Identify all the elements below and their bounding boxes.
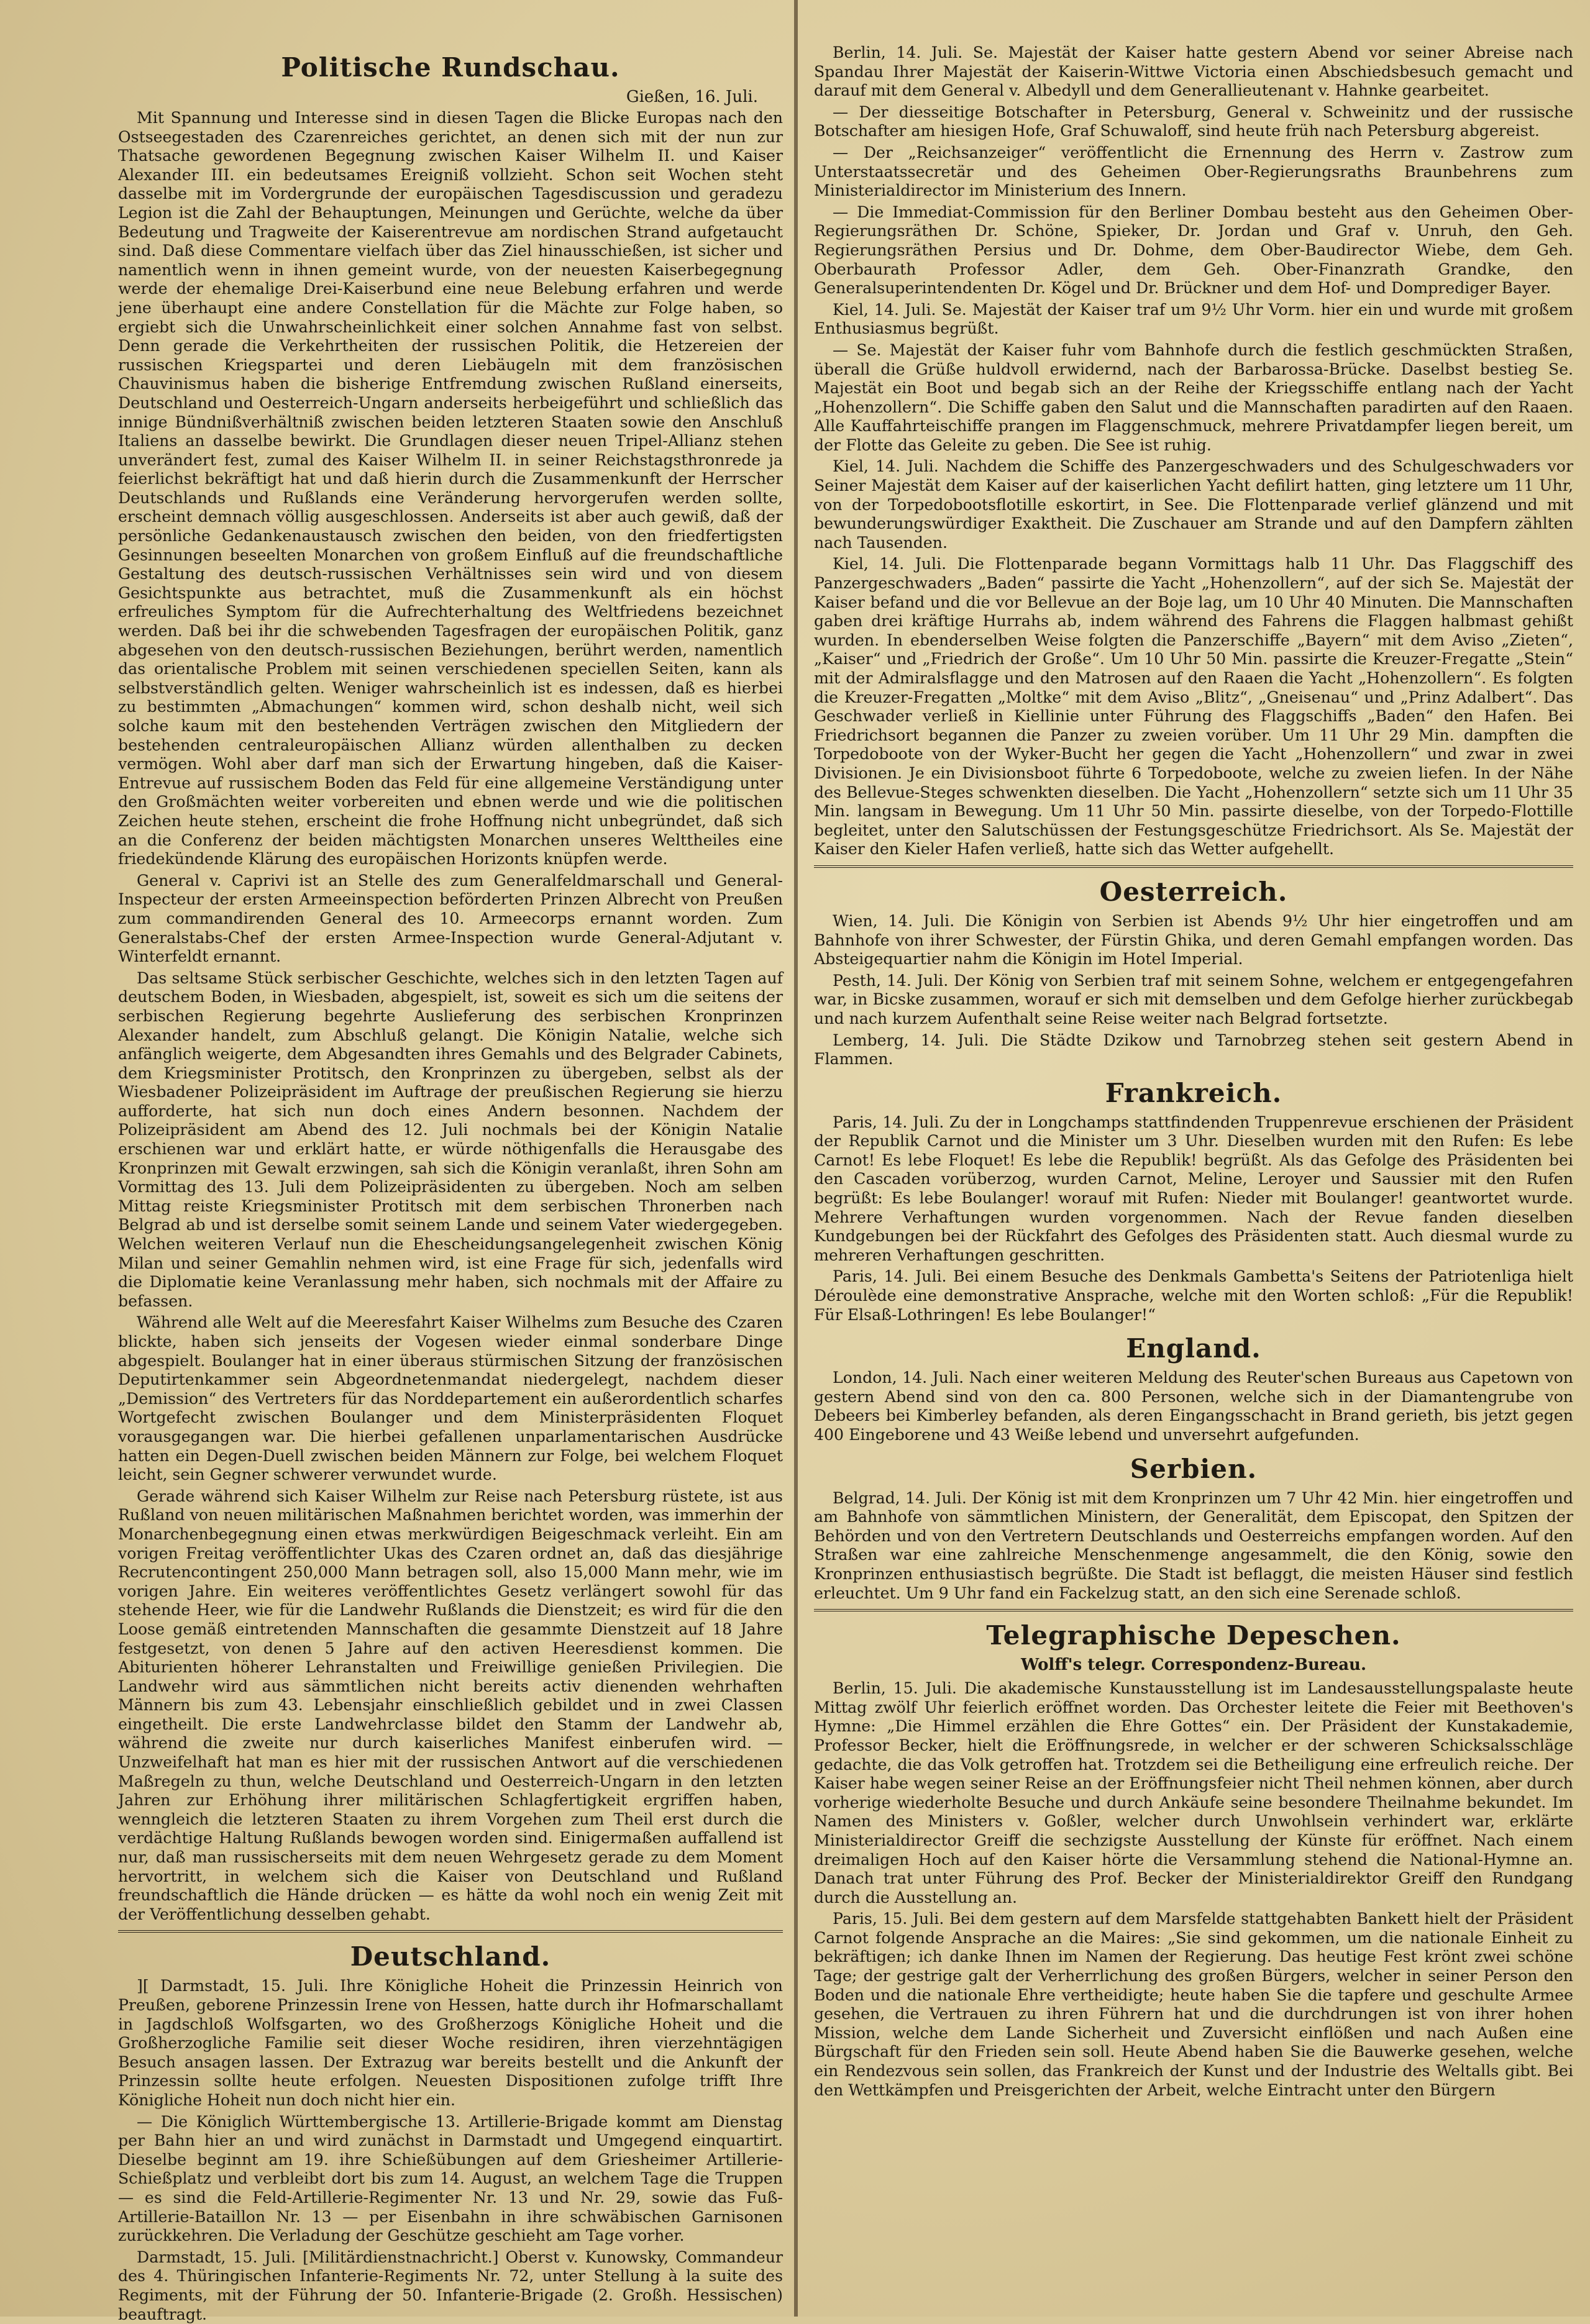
article-paragraph: Paris, 15. Juli. Bei dem gestern auf dem Marsfelde stattgehabten Bankett hielt der Präsident Carnot folgende Ansprache an die Maires: „Sie sind gekommen, um die nationale Einheit zu bekräftigen; ich danke Ihnen im Namen der Regierung. Das heutige Fest krönt zwei schöne Tage; der gestrige galt der Verherrlichung des großen Bürgers, welcher in seiner Person den Boden und die nationale Ehre vertheidigte; heute haben Sie die tapfere und geschulte Armee gesehen, die Vertrauen zu ihren Führern hat und die durchdrungen ist von ihrer hohen Mission, welche dem Lande Sicherheit und Zuversicht einflößen und nach Außen eine Bürgschaft für den Frieden sein soll. Heute Abend haben Sie die Bauwerke gesehen, welche ein Rendezvous sein sollen, das Frankreich der Kunst und der Industrie des Weltalls gibt. Bei den Wettkämpfen und Preisgerichten der Arbeit, welche Eintracht unter den Bürgern <box>814 1910 1573 2099</box>
section-title-serbien: Serbien. <box>1130 1453 1258 1484</box>
section-subtitle: Wolff's telegr. Correspondenz-Bureau. <box>1021 1656 1366 1675</box>
section-title-england: England. <box>1126 1333 1261 1364</box>
article-paragraph: Kiel, 14. Juli. Se. Majestät der Kaiser traf um 9½ Uhr Vorm. hier ein und wurde mit großem Enthusiasmus begrüßt. <box>814 300 1573 338</box>
article-paragraph: — Der diesseitige Botschafter in Petersburg, General v. Schweinitz und der russische Botschafter am hiesigen Hofe, Graf Schuwaloff, sind heute früh nach Petersburg abgereist. <box>814 103 1573 140</box>
article-paragraph: — Der „Reichsanzeiger“ veröffentlicht die Ernennung des Herrn v. Zastrow zum Unterstaatssecretär und des Geheimen Ober-Regierungsraths Braunbehrens zum Ministerialdirector im Ministerium des Innern. <box>814 143 1573 200</box>
article-paragraph: Darmstadt, 15. Juli. [Militärdienstnachricht.] Oberst v. Kunowsky, Commandeur des 4. Thüringischen Infanterie-Regiments Nr. 72, unter Stellung à la suite des Regiments, mit der Führung der 50. Infanterie-Brigade (2. Großh. Hessischen) beauftragt. <box>118 2248 783 2323</box>
article-paragraph: Gerade während sich Kaiser Wilhelm zur Reise nach Petersburg rüstete, ist aus Rußland von neuen militärischen Maßnahmen berichtet worden, was immerhin der Monarchenbegegnung einen etwas merkwürdigen Beigeschmack verleiht. Ein am vorigen Freitag veröffentlichter Ukas des Czaren ordnet an, daß das diesjährige Recrutencontingent 250,000 Mann betragen soll, also 15,000 Mann mehr, wie im vorigen Jahre. Ein weiteres veröffentlichtes Gesetz verlängert sowohl für das stehende Heer, wie für die Landwehr Rußlands die Dienstzeit; es wird für die den Loose gemäß eintretenden Mannschaften die gesammte Dienstzeit auf 18 Jahre festgesetzt, von denen 5 Jahre auf den activen Heeresdienst kommen. Die Abiturienten höherer Lehranstalten und Freiwillige genießen Privilegien. Die Landwehr wird aus sämmtlichen nicht bereits activ dienenden wehrhaften Männern bis zum 43. Lebensjahr einschließlich gebildet und in zwei Classen eingetheilt. Die erste Landwehrclasse bildet den Stamm der Landwehr ab, während die zweite nur durch kaiserliches Manifest einberufen wird. — Unzweifelhaft hat man es hier mit der russischen Antwort auf die verschiedenen Maßregeln zu thun, welche Deutschland und Oesterreich-Ungarn in den letzten Jahren zur Erhöhung ihrer militärischen Schlagfertigkeit ergriffen haben, wenngleich die letzteren Staaten zu ihrem Vorgehen zum Theil erst durch die verdächtige Haltung Rußlands bewogen worden sind. Einigermaßen auffallend ist nur, daß man russischerseits mit dem neuen Wehrgesetz gerade zu dem Moment hervortritt, in welchem sich die Kaiser von Deutschland und Rußland freundschaftlich die Hände drücken — es hätte da wohl noch ein wenig Zeit mit der Veröffentlichung desselben gehabt. <box>118 1487 783 1923</box>
article-paragraph: ][ Darmstadt, 15. Juli. Ihre Königliche Hoheit die Prinzessin Heinrich von Preußen, geborene Prinzessin Irene von Hessen, hatte durch ihr Hofmarschallamt in Jagdschloß Wolfsgarten, wo des Großherzogs Königliche Hoheit und die Großherzogliche Familie seit dieser Woche residiren, ihren vierzehntägigen Besuch ansagen lassen. Der Extrazug war bereits bestellt und die Ankunft der Prinzessin sollte heute erfolgen. Neuesten Dispositionen zufolge trifft Ihre Königliche Hoheit nun doch nicht hier ein. <box>118 1977 783 2109</box>
article-paragraph: Berlin, 14. Juli. Se. Majestät der Kaiser hatte gestern Abend vor seiner Abreise nach Spandau Ihrer Majestät der Kaiserin-Wittwe Victoria einen Abschiedsbesuch gemacht und darauf mit dem General v. Albedyll und dem Generallieutenant v. Hahnke gearbeitet. <box>814 43 1573 100</box>
section-divider <box>118 1930 783 1933</box>
dateline: Gießen, 16. Juli. <box>626 88 758 106</box>
article-paragraph: Pesth, 14. Juli. Der König von Serbien traf mit seinem Sohne, welchem er entgegengefahren war, in Bicske zusammen, worauf er sich mit demselben und dem Gefolge hierher zurückbegab und nach kurzem Aufenthalt seine Reise weiter nach Belgrad fortsetzte. <box>814 971 1573 1028</box>
section-divider <box>814 865 1573 868</box>
article-paragraph: Kiel, 14. Juli. Nachdem die Schiffe des Panzergeschwaders und des Schulgeschwaders vor Seiner Majestät dem Kaiser auf der kaiserlichen Yacht defilirt hatten, ging letztere um 11 Uhr, von der Torpedobootsflotille eskortirt, in See. Die Flottenparade verlief glänzend und mit bewunderungswürdiger Exaktheit. Die Zuschauer am Strande und auf den Dampfern zählten nach Tausenden. <box>814 457 1573 552</box>
section-title-rundschau: Politische Rundschau. <box>281 52 620 83</box>
article-paragraph: — Die Immediat-Commission für den Berliner Dombau besteht aus den Geheimen Ober-Regierungsräthen Dr. Schöne, Spieker, Dr. Jordan und Graf v. Unruh, den Geh. Regierungsräthen Persius und Dr. Dohme, dem Ober-Baudirector Wiebe, dem Geh. Oberbaurath Professor Adler, dem Geh. Ober-Finanzrath Grandke, den Generalsuperintendenten Dr. Kögel und Dr. Brückner und dem Hof- und Domprediger Bayer. <box>814 203 1573 298</box>
article-paragraph: — Se. Majestät der Kaiser fuhr vom Bahnhofe durch die festlich geschmückten Straßen, überall die Grüße huldvoll erwidernd, nach der Barbarossa-Brücke. Daselbst bestieg Se. Majestät ein Boot und begab sich an der Reihe der Kriegsschiffe entlang nach der Yacht „Hohenzollern“. Die Schiffe gaben den Salut und die Mannschaften paradirten auf den Raaen. Alle Kauffahrteischiffe prangen im Flaggenschmuck, mehrere Privatdampfer liegen bereit, um der Flotte das Geleite zu geben. Die See ist ruhig. <box>814 340 1573 454</box>
article-paragraph: Wien, 14. Juli. Die Königin von Serbien ist Abends 9½ Uhr hier eingetroffen und am Bahnhofe von ihrer Schwester, der Fürstin Ghika, und deren Gemahl empfangen worden. Das Absteigequartier nahm die Königin im Hotel Imperial. <box>814 911 1573 968</box>
article-paragraph: Lemberg, 14. Juli. Die Städte Dzikow und Tarnobrzeg stehen seit gestern Abend in Flammen. <box>814 1031 1573 1069</box>
article-paragraph: Mit Spannung und Interesse sind in diesen Tagen die Blicke Europas nach den Ostseegestaden des Czarenreiches gerichtet, an denen sich mit der nun zur Thatsache gewordenen Begegnung zwischen Kaiser Wilhelm II. und Kaiser Alexander III. ein bedeutsames Ereigniß vollzieht. Schon seit Wochen steht dasselbe mit im Vordergrunde der europäischen Tagesdiscussion und geradezu Legion ist die Zahl der Behauptungen, Meinungen und Gerüchte, welche da über Bedeutung und Tragweite der Kaiserentrevue am nordischen Strand aufgetaucht sind. Daß diese Commentare vielfach über das Ziel hinausschießen, ist sicher und namentlich wenn in ihnen gemeint wurde, von der neuesten Kaiserbegegnung werde der ehemalige Drei-Kaiserbund eine neue Belebung erfahren und werde jene überhaupt eine andere Constellation für die Mächte zur Folge haben, so ergiebt sich die Unwahrscheinlichkeit einer solchen Annahme fast von selbst. Denn gerade die Verkehrtheiten der russischen Politik, die Hetzereien der russischen Kriegspartei und deren Liebäugeln mit dem französischen Chauvinismus haben die bisherige Entfremdung zwischen Rußland einerseits, Deutschland und Oesterreich-Ungarn anderseits herbeigeführt und schließlich das innige Bündnißverhältniß zwischen beiden letzteren Staaten sowie den Anschluß Italiens an dasselbe bewirkt. Die Grundlagen dieser neuen Tripel-Allianz stehen unverändert fest, zumal des Kaiser Wilhelm II. in seiner Reichstagsthronrede ja feierlichst bekräftigt hat und daß hierin durch die Zusammenkunft der Herrscher Deutschlands und Rußlands eine Veränderung hervorgerufen werden sollte, erscheint demnach völlig ausgeschlossen. Anderseits ist aber auch gewiß, daß der persönliche Gedankenaustausch zwischen den beiden, von den friedfertigsten Gesinnungen beseelten Monarchen von großem Einfluß auf die freundschaftliche Gestaltung des deutsch-russischen Verhältnisses sein wird und von diesem Gesichtspunkte aus betrachtet, muß die Zusammenkunft als ein höchst erfreuliches Symptom für die Aufrechterhaltung des Weltfriedens bezeichnet werden. Daß bei ihr die schwebenden Tagesfragen der europäischen Politik, ganz abgesehen von den deutsch-russischen Beziehungen, berührt werden, namentlich das orientalische Problem mit seinen verschiedenen speciellen Seiten, kann als selbstverständlich gelten. Weniger wahrscheinlich ist es indessen, daß es hierbei zu bestimmten „Abmachungen“ kommen wird, schon deshalb nicht, weil sich solche kaum mit den bestehenden Verträgen zwischen den Mitgliedern der bestehenden centraleuropäischen Allianz würden allenthalben zu decken vermögen. Wohl aber darf man sich der Erwartung hingeben, daß die Kaiser-Entrevue auf russischem Boden das Feld für eine allgemeine Verständigung unter den Großmächten weiter vorbereiten und ebnen werde und wie die politischen Zeichen heute stehen, erscheint die frohe Hoffnung nicht unbegründet, daß sich an die Conferenz der beiden mächtigsten Monarchen unseres Welttheiles eine friedekündende Klärung des europäischen Horizonts knüpfen werde. <box>118 109 783 868</box>
section-title-frankreich: Frankreich. <box>1105 1077 1282 1108</box>
left-column <box>118 43 783 2323</box>
section-title-deutschland: Deutschland. <box>350 1941 551 1972</box>
article-paragraph: Während alle Welt auf die Meeresfahrt Kaiser Wilhelms zum Besuche des Czaren blickte, haben sich jenseits der Vogesen wieder einmal sonderbare Dinge abgespielt. Boulanger hat in einer überaus stürmischen Sitzung der französischen Deputirtenkammer sein Abgeordnetenmandat niedergelegt, nachdem dieser „Demission“ des Vertreters für das Norddepartement ein außerordentlich scharfes Wortgefecht zwischen Boulanger und dem Ministerpräsidenten Floquet vorausgegangen war. Die hierbei gefallenen unparlamentarischen Ausdrücke hatten ein Degen-Duell zwischen beiden Männern zur Folge, bei welchem Floquet leicht, sein Gegner schwerer verwundet wurde. <box>118 1313 783 1484</box>
right-column <box>814 43 1573 2298</box>
article-paragraph: Paris, 14. Juli. Bei einem Besuche des Denkmals Gambetta's Seitens der Patriotenliga hielt Déroulède eine demonstrative Ansprache, welche mit den Worten schloß: „Für die Republik! Für Elsaß-Lothringen! Es lebe Boulanger!“ <box>814 1267 1573 1324</box>
article-paragraph: — Die Königlich Württembergische 13. Artillerie-Brigade kommt am Dienstag per Bahn hier an und wird zunächst in Darmstadt und Umgegend einquartirt. Dieselbe beginnt am 19. ihre Schießübungen auf dem Griesheimer Artillerie-Schießplatz und verbleibt dort bis zum 14. August, an welchem Tage die Truppen — es sind die Feld-Artillerie-Regimenter Nr. 13 und Nr. 29, sowie das Fuß-Artillerie-Bataillon Nr. 13 — per Eisenbahn in ihre schwäbischen Garnisonen zurückkehren. Die Verladung der Geschütze geschieht am Tage vorher. <box>118 2112 783 2245</box>
column-fold <box>794 0 798 2317</box>
article-paragraph: Berlin, 15. Juli. Die akademische Kunstausstellung ist im Landesausstellungspalaste heute Mittag zwölf Uhr feierlich eröffnet worden. Das Orchester leitete die Feier mit Beethoven's Hymne: „Die Himmel erzählen die Ehre Gottes“ ein. Der Präsident der Kunstakademie, Professor Becker, hielt die Eröffnungsrede, in welcher er der schweren Schicksalsschläge gedachte, die das Volk getroffen hat. Trotzdem sei die Betheiligung eine erfreulich reiche. Der Kaiser habe wegen seiner Reise an der Eröffnungsfeier nicht Theil nehmen können, aber durch vorherige wiederholte Besuche und durch Ankäufe seine besondere Theilnahme bekundet. Im Namen des Ministers v. Goßler, welcher durch Unwohlsein verhindert war, erklärte Ministerialdirector Greiff die sechzigste Ausstellung der Künste für eröffnet. Nach einem dreimaligen Hoch auf den Kaiser hörte die Versammlung stehend die National-Hymne an. Danach trat unter Führung des Prof. Becker der Ministerialdirektor Greiff den Rundgang durch die Ausstellung an. <box>814 1679 1573 1907</box>
article-paragraph: Belgrad, 14. Juli. Der König ist mit dem Kronprinzen um 7 Uhr 42 Min. hier eingetroffen und am Bahnhofe von sämmtlichen Ministern, der Generalität, dem Episcopat, den Spitzen der Behörden und von den Vertretern Deutschlands und Oesterreichs empfangen worden. Auf den Straßen war eine zahlreiche Menschenmenge angesammelt, die den König, sowie den Kronprinzen enthusiastisch begrüßte. Die Stadt ist beflaggt, die meisten Häuser sind festlich erleuchtet. Um 9 Uhr fand ein Fackelzug statt, an den sich eine Serenade schloß. <box>814 1488 1573 1602</box>
article-paragraph: Kiel, 14. Juli. Die Flottenparade begann Vormittags halb 11 Uhr. Das Flaggschiff des Panzergeschwaders „Baden“ passirte die Yacht „Hohenzollern“, auf der sich Se. Majestät der Kaiser befand und die vor Bellevue an der Boje lag, um 10 Uhr 40 Minuten. Die Mannschaften gaben drei kräftige Hurrahs ab, indem während des Fahrens die Flaggen halbmast gehißt wurden. In ebenderselben Weise folgten die Panzerschiffe „Bayern“ mit dem Aviso „Zieten“, „Kaiser“ und „Friedrich der Große“. Um 10 Uhr 50 Min. passirte die Kreuzer-Fregatte „Stein“ mit der Admiralsflagge und den Matrosen auf den Raaen die Yacht „Hohenzollern“. Es folgten die Kreuzer-Fregatten „Moltke“ mit dem Aviso „Blitz“, „Gneisenau“ und „Prinz Adalbert“. Das Geschwader verließ in Kiellinie unter Führung des Flaggschiffs „Baden“ den Hafen. Bei Friedrichsort begannen die Panzer zu zweien vorüber. Um 11 Uhr 29 Min. dampften die Torpedoboote von der Wyker-Bucht her gegen die Yacht „Hohenzollern“ und zwar in zwei Divisionen. Je ein Divisionsboot führte 6 Torpedoboote, welche zu zweien liefen. In der Nähe des Bellevue-Steges schwenkten dieselben. Die Yacht „Hohenzollern“ setzte sich um 11 Uhr 35 Min. langsam in Bewegung. Um 11 Uhr 50 Min. passirte dieselbe, von der Torpedo-Flottille begleitet, unter den Salutschüssen der Festungsgeschütze Friedrichsort. Als Se. Majestät der Kaiser den Kieler Hafen verließ, hatte sich das Wetter aufgehellt. <box>814 555 1573 859</box>
article-paragraph: London, 14. Juli. Nach einer weiteren Meldung des Reuter'schen Bureaus aus Capetown von gestern Abend sind von den ca. 800 Personen, welche sich in der Diamantengrube von Debeers bei Kimberley befanden, als deren Eingangsschacht in Brand gerieth, bis jetzt gegen 400 Eingeborene und 43 Weiße lebend und unversehrt aufgefunden. <box>814 1369 1573 1444</box>
section-title-oesterreich: Oesterreich. <box>1099 876 1288 907</box>
section-divider <box>814 1609 1573 1611</box>
article-paragraph: Paris, 14. Juli. Zu der in Longchamps stattfindenden Truppenrevue erschienen der Präsident der Republik Carnot und die Minister um 3 Uhr. Dieselben wurden mit den Rufen: Es lebe Carnot! Es lebe Floquet! Es lebe die Republik! begrüßt. Als das Gefolge des Präsidenten bei den Cascaden vorüberzog, wurden Carnot, Meline, Leroyer und Saussier mit den Rufen begrüßt: Es lebe Boulanger! worauf mit Rufen: Nieder mit Boulanger! geantwortet wurde. Mehrere Verhaftungen wurden vorgenommen. Nach der Revue fanden dieselben Kundgebungen bei der Rückfahrt des Gefolges des Präsidenten statt. Auch diesmal wurde zu mehreren Verhaftungen geschritten. <box>814 1113 1573 1264</box>
article-paragraph: Das seltsame Stück serbischer Geschichte, welches sich in den letzten Tagen auf deutschem Boden, in Wiesbaden, abgespielt, ist, soweit es sich um die seitens der serbischen Regierung begehrte Auslieferung des serbischen Kronprinzen Alexander handelt, zum Abschluß gelangt. Die Königin Natalie, welche sich anfänglich weigerte, dem Abgesandten ihres Gemahls und des Belgrader Cabinets, dem Kriegsminister Protitsch, den Kronprinzen zu übergeben, selbst als der Wiesbadener Polizeipräsident im Auftrage der preußischen Regierung sie hierzu aufforderte, hat sich nun doch eines Andern besonnen. Nachdem der Polizeipräsident am Abend des 12. Juli nochmals bei der Königin Natalie erschienen war und erklärt hatte, er würde nöthigenfalls die Herausgabe des Kronprinzen mit Gewalt erzwingen, sah sich die Königin veranlaßt, ihren Sohn am Vormittag des 13. Juli dem Polizeipräsidenten zu übergeben. Noch am selben Mittag reiste Kriegsminister Protitsch mit dem serbischen Thronerben nach Belgrad ab und ist derselbe somit seinem Lande und seinem Vater wiedergegeben. Welchen weiteren Verlauf nun die Ehescheidungsangelegenheit zwischen König Milan und seiner Gemahlin nehmen wird, ist eine Frage für sich, jedenfalls wird die Diplomatie keine Veranlassung mehr haben, sich nochmals mit der Affaire zu befassen. <box>118 968 783 1310</box>
section-title-depeschen: Telegraphische Depeschen. <box>986 1620 1401 1651</box>
article-paragraph: General v. Caprivi ist an Stelle des zum Generalfeldmarschall und General-Inspecteur der ersten Armeeinspection beförderten Prinzen Albrecht von Preußen zum commandirenden General des 10. Armeecorps ernannt worden. Zum Generalstabs-Chef der ersten Armee-Inspection wurde General-Adjutant v. Winterfeldt ernannt. <box>118 871 783 966</box>
